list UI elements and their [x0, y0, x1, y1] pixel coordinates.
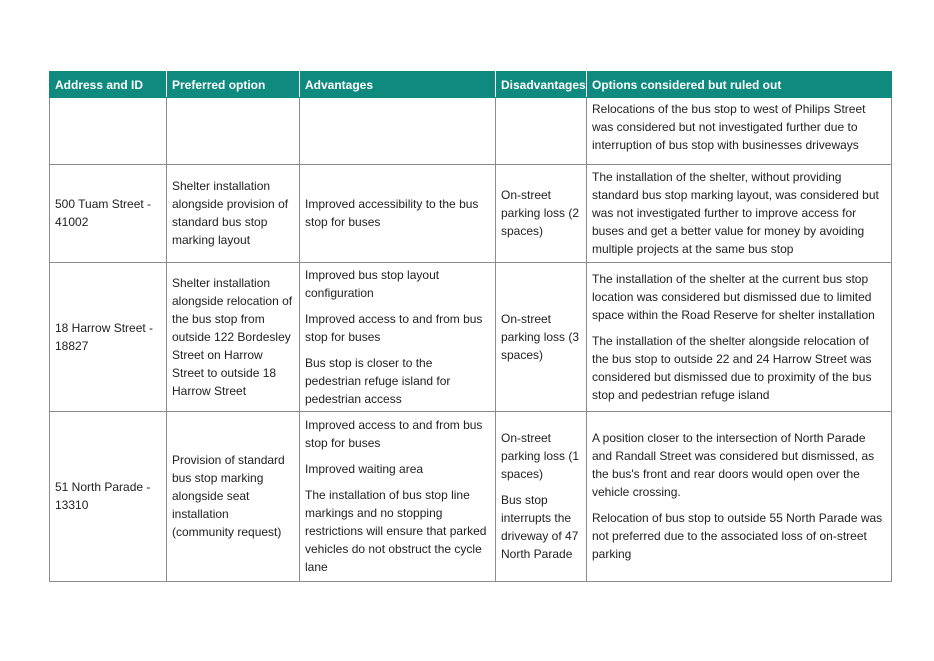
- ruled-out-text: The installation of the shelter alongside relocation of the bus stop to outside 22 and 24 Harrow Street was considered but dismissed due to proximity of the bus stop and pedestrian refuge island: [592, 333, 872, 402]
- table-row: [50, 98, 892, 165]
- advantage-text: Improved accessibility to the bus stop for buses: [305, 197, 479, 229]
- disadvantages-cell: [496, 412, 587, 582]
- preferred-option-cell: [167, 412, 300, 582]
- address-cell: [50, 98, 167, 165]
- disadvantage-text: On-street parking loss (2 spaces): [501, 188, 580, 238]
- advantages-cell: [300, 165, 496, 263]
- preferred-option-cell: [167, 98, 300, 165]
- advantages-cell: [300, 263, 496, 412]
- preferred-option-cell: [167, 165, 300, 263]
- address-cell: 18 Harrow Street - 18827: [50, 263, 167, 412]
- disadvantage-text: On-street parking loss (1 spaces): [501, 431, 580, 481]
- ruled-out-text: Relocation of bus stop to outside 55 North Parade was not preferred due to the associated loss of on-street parking: [592, 511, 883, 561]
- preferred-option-text: Provision of standard bus stop marking alongside seat installation (community request): [172, 453, 285, 539]
- ruled-out-cell: [587, 412, 892, 582]
- disadvantage-text: Bus stop interrupts the driveway of 47 North Parade: [501, 493, 579, 561]
- disadvantages-cell: [496, 98, 587, 165]
- header-advantages: Advantages: [300, 72, 496, 98]
- advantage-text: The installation of bus stop line markings and no stopping restrictions will ensure that parked vehicles do not obstruct the cycle lane: [305, 488, 487, 574]
- address-cell: 51 North Parade - 13310: [50, 412, 167, 582]
- advantage-text: Improved bus stop layout configuration: [305, 267, 440, 300]
- preferred-option-text: Shelter installation alongside provision of standard bus stop marking layout: [172, 179, 289, 247]
- advantage-text: Improved waiting area: [305, 462, 424, 476]
- ruled-out-cell: [587, 263, 892, 412]
- address-cell: 500 Tuam Street - 41002: [50, 165, 167, 263]
- ruled-out-cell: [587, 165, 892, 263]
- table-row: [50, 263, 892, 412]
- advantage-text: Bus stop is closer to the pedestrian refuge island for pedestrian access: [305, 355, 451, 406]
- ruled-out-text: The installation of the shelter, without providing standard bus stop marking layout, was considered but was not investigated further to improve access for buses and get a better value for money by avoiding multiple projects at the same bus stop: [592, 170, 879, 256]
- preferred-option-text: Shelter installation alongside relocation of the bus stop from outside 122 Bordesley Street on Harrow Street to outside 18 Harrow Street: [172, 275, 293, 398]
- disadvantages-cell: [496, 263, 587, 412]
- table-row: [50, 412, 892, 582]
- disadvantage-text: On-street parking loss (3 spaces): [501, 311, 580, 362]
- header-address: Address and ID: [50, 72, 167, 98]
- disadvantages-cell: [496, 165, 587, 263]
- options-table: [49, 71, 892, 582]
- table-row: [50, 165, 892, 263]
- advantages-cell: [300, 412, 496, 582]
- header-disadvantages: Disadvantages: [496, 72, 587, 98]
- header-ruled-out: Options considered but ruled out: [587, 72, 892, 98]
- advantages-cell: [300, 98, 496, 165]
- ruled-out-text: A position closer to the intersection of North Parade and Randall Street was considered but dismissed, as the bus's front and rear doors would open over the vehicle crossing.: [592, 431, 875, 499]
- ruled-out-cell: [587, 98, 892, 165]
- header-preferred-option: Preferred option: [167, 72, 300, 98]
- advantage-text: Improved access to and from bus stop for buses: [305, 418, 483, 450]
- ruled-out-text: The installation of the shelter at the current bus stop location was considered but dismissed due to limited space within the Road Reserve for shelter installation: [592, 271, 875, 322]
- advantage-text: Improved access to and from bus stop for buses: [305, 311, 483, 344]
- preferred-option-cell: [167, 263, 300, 412]
- ruled-out-text: Relocations of the bus stop to west of Philips Street was considered but not investigated further due to interruption of bus stop with businesses driveways: [592, 102, 866, 152]
- table-header-row: [50, 72, 892, 98]
